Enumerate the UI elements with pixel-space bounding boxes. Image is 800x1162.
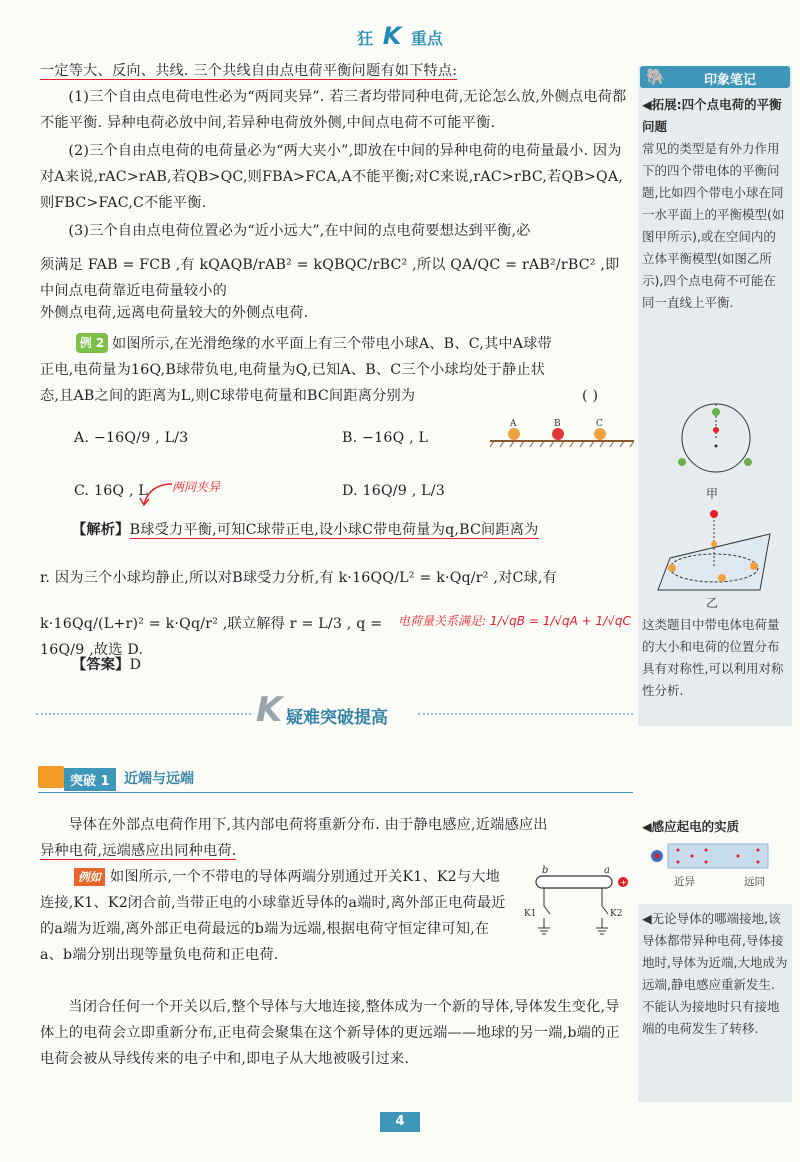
switch-k2-label: K2 [610,909,623,919]
break-title: 近端与远端 [124,771,194,787]
sidebar-text-1: 常见的类型是有外力作用下的四个带电体的平衡问题,比如四个带电小球在同一水平面上的平衡模型(如图甲所示),或在空间内的立体平衡模型(如图乙所示),四个点电荷不可能在同一直线上平衡. [642,141,785,310]
handwritten-arrow [130,478,175,508]
sidebar-text-2: 这类题目中带电体电荷量的大小和电荷的位置分布具有对称性,可以利用对称性分析. [642,617,784,698]
example-text-3: 态,且AB之间的距离为L,则C球带电荷量和BC间距离分别为 [40,388,416,404]
answer-label: 【答案】 [72,657,130,673]
sidebar-title: 印象笔记 [704,73,757,88]
paragraph-intro [40,58,635,84]
example-text-1: 如图所示,在光滑绝缘的水平面上有三个带电小球A、B、C,其中A球带 [112,336,552,352]
ball-c-label: C [596,419,603,429]
svg-text:+: + [620,878,627,887]
b1-paragraph-3: 当闭合任何一个开关以后,整个导体与大地连接,整体成为一个新的导体,导体发生变化,导体上的电荷会立即重新分布,正电荷会聚集在这个新导体的更远端——地球的另一端,b端的正电荷会被从导线传来的电子中和,即电子从大地被吸引过来. [40,999,620,1067]
analysis-text-1: B球受力平衡,可知C球带正电,设小球C带电荷量为q,BC间距离为 [129,522,539,538]
analysis-line-1 [72,517,632,543]
conductor-diagram [522,862,634,944]
switch-k1-label: K1 [524,909,537,919]
book-icon [38,766,64,788]
analysis-line-2: r. 因为三个小球均静止,所以对B球受力分析,有 k·16QQ/L² = k·Qq/r² ,对C球,有 [40,570,558,586]
section-divider-right [418,713,633,715]
option-c: C. 16Q , L [74,483,149,499]
ball-b-label: B [554,419,561,429]
b1-paragraph-1b [40,838,632,864]
end-b-label: b [542,865,549,876]
sidebar-heading-2: ◀感应起电的实质 [642,819,740,834]
answer-paren: ( ) [582,388,599,404]
b1-paragraph-1a [40,812,632,838]
handwritten-note: 两同夹异 [172,480,221,494]
figure-yi-caption: 乙 [706,596,719,610]
break-underline [38,792,633,793]
header-right: 重点 [410,29,443,48]
analysis-line-3: k·16Qq/(L+r)² = k·Qq/r² ,联立解得 r = L/3 , q = 16Q/9 ,故选 D. [40,616,383,658]
b1-paragraph-2: 如图所示,一个不带电的导体两端分别通过开关K1、K2与大地连接,K1、K2闭合前,当带正电的小球靠近导体的a端时,离外部正电荷最近的a端为近端,离外部正电荷最远的b端为远端,根据电荷守恒定律可知,在a、b端分别出现等量负电荷和正电荷. [40,869,506,963]
paragraph-1: (1)三个自由点电荷电性必为“两同夹异”. 若三者均带同种电荷,无论怎么放,外侧点电荷都不能平衡. 异种电荷必放中间,若异种电荷放外侧,中间点电荷不可能平衡. [40,89,627,131]
paragraph-3b: 须满足 FAB = FCB ,有 kQAQB/rAB² = kQBQC/rBC² ,所以 QA/QC = rAB²/rBC² ,即中间点电荷靠近电荷量较小的 [40,257,620,299]
b1-p1b-text: 异种电荷,远端感应出同种电荷. [40,843,237,859]
ball-c [594,428,606,440]
b1-p1a-text: 导体在外部点电荷作用下,其内部电荷将重新分布. 由于静电感应,近端感应出 [68,817,548,833]
far-label: 远同 [744,876,765,888]
section-k-logo: K [256,690,283,730]
ball-a [508,428,520,440]
paragraph-3a: (3)三个自由点电荷位置必为“近小远大”,在中间的点电荷要想达到平衡,必 [68,223,531,239]
intro-text: 一定等大、反向、共线. 三个共线自由点电荷平衡问题有如下特点: [40,63,458,79]
break-tag: 突破 1 [64,768,116,791]
page-number: 4 [380,1112,420,1132]
sidebar-heading-1: ◀拓展:四个点电荷的平衡问题 [642,97,782,134]
end-a-label: a [604,865,610,876]
balls-diagram [488,418,636,448]
paragraph-3c: 外侧点电荷,远离电荷量较大的外侧点电荷. [40,305,309,321]
section-divider-left [36,713,251,715]
handwritten-formula: 电荷量关系满足: 1/√qB = 1/√qA + 1/√qC [398,614,631,628]
figure-yi [650,504,780,594]
figure-jia-caption: 甲 [706,487,719,501]
answer-value: D [129,657,142,673]
option-d: D. 16Q/9 , L/3 [342,483,445,499]
ball-b [552,428,564,440]
near-label: 近异 [674,876,695,888]
induction-diagram [648,842,770,870]
option-b: B. −16Q , L [342,430,429,446]
paragraph-2: (2)三个自由点电荷的电荷量必为“两大夹小”,即放在中间的异种电荷的电荷量最小. 因为对A来说,rAC>rAB,若QB>QC,则FBA>FCA,A不能平衡;对C来说,rAC>rBC,若QB>QA,则FBC>FAC,C不能平衡. [40,143,624,211]
option-a: A. −16Q/9 , L/3 [74,430,189,446]
section-title: 疑难突破提高 [286,708,388,728]
sidebar-text-3: ◀无论导体的哪端接地,该导体都带异种电荷,导体接地时,导体为近端,大地成为远端,静电感应重新发生. 不能认为接地时只有接地端的电荷发生了转移. [638,904,792,1102]
header-left: 狂 [357,29,374,48]
header-k-logo: K [382,22,402,50]
ball-a-label: A [510,419,517,429]
example-text-2: 正电,电荷量为16Q,B球带负电,电荷量为Q,已知A、B、C三个小球均处于静止状 [40,362,546,378]
example-tag: 例 2 [76,333,108,353]
figure-jia [670,400,762,480]
analysis-label: 【解析】 [72,522,130,538]
page-header [0,22,800,50]
elephant-icon: 🐘 [646,67,666,86]
answer-line [72,652,141,678]
example-tag-2: 例如 [74,868,105,886]
